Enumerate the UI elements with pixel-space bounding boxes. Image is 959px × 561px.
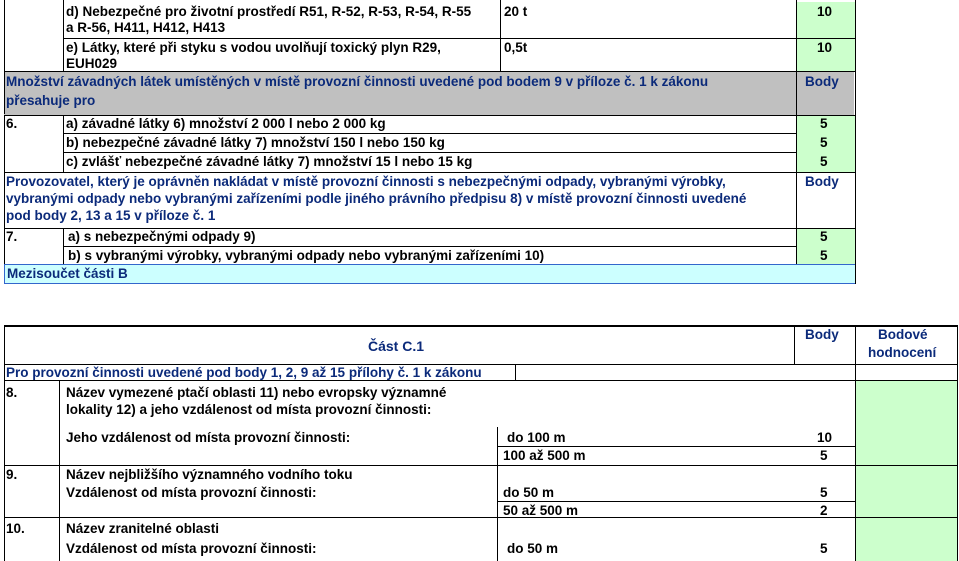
item8-range-1: do 100 m — [507, 430, 566, 445]
item8-line2: lokality 12) a jeho vzdálenost od místa provozní činnosti: — [66, 402, 432, 417]
item9-distance-label: Vzdálenost od místa provozní činnosti: — [66, 485, 317, 500]
row-e-points: 10 — [817, 40, 833, 55]
item6-number: 6. — [6, 116, 18, 131]
row-d-points: 10 — [817, 4, 833, 19]
section-c-rating-header-line2: hodnocení — [868, 345, 937, 360]
rating-cell-9[interactable] — [856, 465, 958, 517]
item6-row-b-label: b) nebezpečné závadné látky 7) množství 150 l nebo 150 kg — [66, 135, 445, 150]
row-e-label-line2: EUH029 — [66, 56, 118, 71]
section-c-points-header: Body — [805, 327, 839, 342]
item6-row-c-points: 5 — [820, 154, 828, 169]
operator-row-line2: vybranými odpady nebo vybranými zařízeními podle jiného právního předpisu 8) v místě provozní činnosti uvedené — [6, 191, 747, 206]
item8-distance-label: Jeho vzdálenost od místa provozní činnosti: — [66, 430, 351, 445]
exceed-row-line1: Množství závadných látek umístěných v místě provozní činnosti uvedené pod bodem 9 v příloze č. 1 k zákonu — [6, 74, 709, 89]
operator-row-line3: pod body 2, 13 a 15 v příloze č. 1 — [6, 208, 216, 223]
item10-distance-label: Vzdálenost od místa provozní činnosti: — [66, 541, 317, 556]
item10-range-1-points: 5 — [820, 541, 828, 556]
item6-row-b-points: 5 — [820, 135, 828, 150]
item7-row-b-points: 5 — [820, 248, 828, 263]
item10-range-1: do 50 m — [507, 541, 559, 556]
item7-number: 7. — [6, 229, 18, 244]
item8-range-1-points: 10 — [817, 430, 833, 445]
row-e-threshold: 0,5t — [504, 40, 528, 55]
row-d-label-line1: d) Nebezpečné pro životní prostředí R51, R-52, R-53, R-54, R-55 — [66, 4, 472, 19]
subtotal-label: Mezisoučet části B — [7, 266, 128, 281]
item10-number: 10. — [6, 521, 25, 536]
exceed-row-points-label: Body — [805, 74, 839, 89]
item6-row-a-points: 5 — [820, 116, 828, 131]
item7-row-b-label: b) s vybranými výrobky, vybranými odpady nebo vybranými zařízeními 10) — [68, 248, 545, 263]
item9-range-1: do 50 m — [503, 485, 555, 500]
item9-range-1-points: 5 — [820, 485, 828, 500]
section-c-title: Část C.1 — [368, 338, 425, 354]
item6-row-c-label: c) zvlášť nebezpečné závadné látky 7) množství 15 l nebo 15 kg — [66, 154, 473, 169]
row-d-threshold: 20 t — [504, 4, 528, 19]
row-e-label-line1: e) Látky, které při styku s vodou uvolňují toxický plyn R29, — [66, 40, 441, 55]
subtotal-row — [4, 264, 856, 284]
item8-range-2-points: 5 — [820, 448, 828, 463]
item8-number: 8. — [6, 385, 18, 400]
section-c-rating-header-line1: Bodové — [878, 327, 928, 342]
operator-row-points-label: Body — [805, 174, 839, 189]
section-c-intro: Pro provozní činnosti uvedené pod body 1, 2, 9 až 15 přílohy č. 1 k zákonu — [6, 365, 482, 380]
item9-range-2: 50 až 500 m — [503, 503, 579, 518]
item7-row-a-points: 5 — [820, 229, 828, 244]
item9-range-2-points: 2 — [820, 503, 828, 518]
item9-number: 9. — [6, 467, 18, 482]
rating-cell-8-distance[interactable] — [856, 427, 958, 465]
rating-cell-8[interactable] — [856, 380, 958, 427]
item9-line1: Název nejbližšího významného vodního toku — [66, 467, 353, 482]
row-d-label-line2: a R-56, H411, H412, H413 — [66, 20, 226, 35]
operator-row-line1: Provozovatel, který je oprávněn nakládat v místě provozní činnosti s nebezpečnými odpady, vybranými výrobky, — [6, 174, 726, 189]
item10-line1: Název zranitelné oblasti — [66, 521, 220, 536]
item7-row-a-label: a) s nebezpečnými odpady 9) — [68, 229, 256, 244]
item6-row-a-label: a) závadné látky 6) množství 2 000 l nebo 2 000 kg — [66, 116, 386, 131]
exceed-row-line2: přesahuje pro — [6, 93, 96, 108]
rating-cell-10[interactable] — [856, 517, 958, 561]
item8-line1: Název vymezené ptačí oblasti 11) nebo evropsky významné — [66, 385, 447, 400]
item8-range-2: 100 až 500 m — [503, 448, 586, 463]
